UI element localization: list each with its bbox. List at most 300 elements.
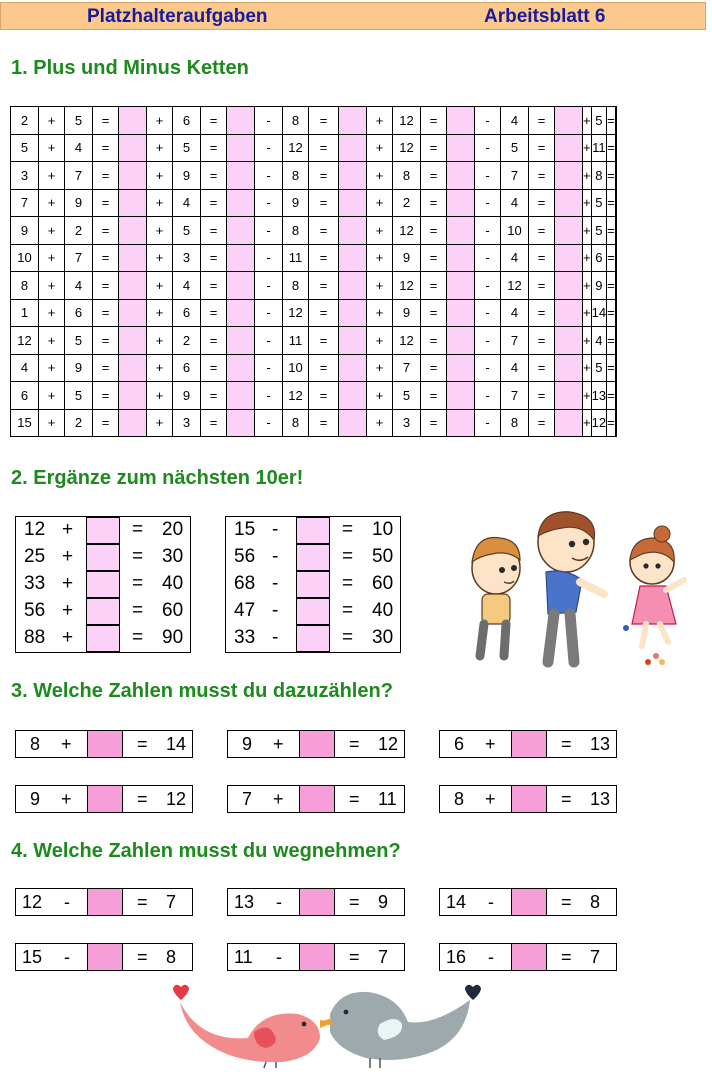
section-3-heading: 3. Welche Zahlen musst du dazuzählen? [11, 680, 393, 702]
addition-result: 12 [378, 734, 399, 754]
chain-answer-field[interactable] [227, 272, 255, 300]
chain-operand: 5 [173, 217, 201, 245]
chain-answer-field[interactable] [555, 162, 583, 190]
chain-start-number: 10 [11, 244, 39, 272]
chain-equals: = [201, 217, 227, 245]
chain-equals: = [421, 299, 447, 327]
tens-answer-field[interactable] [296, 544, 330, 571]
chain-answer-field[interactable] [227, 382, 255, 410]
chain-operator: - [255, 162, 283, 190]
chain-operator: + [583, 107, 592, 135]
addition-answer-field[interactable] [87, 785, 123, 813]
chain-answer-field[interactable] [119, 272, 147, 300]
chain-equals: = [93, 189, 119, 217]
chain-operand: 5 [591, 189, 606, 217]
addition-start-number: 8 [454, 789, 465, 809]
chain-equals: = [309, 354, 339, 382]
tens-result: 90 [162, 627, 184, 648]
chain-equals: = [421, 217, 447, 245]
chain-row [11, 299, 617, 327]
chain-answer-field[interactable] [447, 327, 475, 355]
addition-start-number: 6 [454, 734, 465, 754]
chain-operand: 9 [65, 189, 93, 217]
chain-answer-field[interactable] [555, 382, 583, 410]
chain-equals: = [309, 299, 339, 327]
chain-operator: - [255, 409, 283, 437]
chain-equals: = [421, 189, 447, 217]
chain-answer-field[interactable] [615, 217, 616, 245]
chain-operator: + [147, 327, 173, 355]
chain-equals: = [93, 299, 119, 327]
chain-equals: = [421, 107, 447, 135]
chain-operator: + [367, 409, 393, 437]
chain-answer-field[interactable] [227, 189, 255, 217]
chain-equals: = [421, 134, 447, 162]
chain-equals: = [607, 272, 616, 300]
chain-operator: - [475, 134, 501, 162]
chain-answer-field[interactable] [339, 382, 367, 410]
addition-equals: = [349, 789, 360, 809]
subtraction-equals: = [137, 892, 148, 912]
chain-answer-field[interactable] [555, 354, 583, 382]
chain-start-number: 7 [11, 189, 39, 217]
chain-answer-field[interactable] [119, 107, 147, 135]
addition-operator: + [273, 789, 284, 809]
chain-answer-field[interactable] [615, 299, 616, 327]
chain-operand: 5 [591, 354, 606, 382]
chain-answer-field[interactable] [119, 382, 147, 410]
chain-operand: 8 [283, 409, 309, 437]
tens-operator: + [62, 546, 74, 567]
chain-answer-field[interactable] [555, 107, 583, 135]
addition-answer-field[interactable] [511, 785, 547, 813]
chain-answer-field[interactable] [447, 217, 475, 245]
chain-equals: = [309, 162, 339, 190]
subtraction-result: 8 [166, 947, 177, 967]
chain-operand: 8 [283, 162, 309, 190]
chain-answer-field[interactable] [119, 354, 147, 382]
chain-row [11, 162, 617, 190]
chain-equals: = [529, 354, 555, 382]
tens-equals: = [132, 573, 144, 594]
chain-operator: + [367, 134, 393, 162]
subtraction-equation [439, 943, 617, 971]
chain-operand: 8 [283, 217, 309, 245]
chain-operator: + [583, 244, 592, 272]
subtraction-equals: = [349, 892, 360, 912]
chain-answer-field[interactable] [615, 107, 616, 135]
chain-operand: 8 [591, 162, 606, 190]
chain-equals: = [607, 382, 616, 410]
chain-equals: = [607, 244, 616, 272]
chain-answer-field[interactable] [119, 327, 147, 355]
chain-answer-field[interactable] [555, 217, 583, 245]
chain-operand: 2 [393, 189, 421, 217]
chain-answer-field[interactable] [339, 272, 367, 300]
subtraction-answer-field[interactable] [87, 888, 123, 916]
chain-operand: 4 [501, 299, 529, 327]
chain-answer-field[interactable] [555, 299, 583, 327]
tens-start-number: 47 [234, 600, 256, 621]
subtraction-answer-field[interactable] [511, 943, 547, 971]
chain-operator: + [39, 409, 65, 437]
chain-operand: 4 [501, 107, 529, 135]
chain-operand: 12 [283, 299, 309, 327]
chain-answer-field[interactable] [447, 244, 475, 272]
chain-operator: + [39, 327, 65, 355]
chain-answer-field[interactable] [555, 327, 583, 355]
chain-answer-field[interactable] [339, 409, 367, 437]
subtraction-start-number: 14 [446, 892, 467, 912]
chain-equals: = [309, 134, 339, 162]
chain-equals: = [201, 299, 227, 327]
chain-equals: = [309, 217, 339, 245]
tens-result: 40 [372, 600, 394, 621]
addition-answer-field[interactable] [511, 730, 547, 758]
tens-answer-field[interactable] [86, 598, 120, 625]
chain-equals: = [529, 409, 555, 437]
chain-answer-field[interactable] [615, 162, 616, 190]
tens-minus-box [225, 516, 401, 653]
chain-equals: = [93, 134, 119, 162]
addition-operator: + [61, 734, 72, 754]
chain-operand: 5 [393, 382, 421, 410]
tens-row [226, 544, 400, 571]
chain-operand: 9 [283, 189, 309, 217]
chain-equals: = [93, 327, 119, 355]
chain-row [11, 327, 617, 355]
chain-operator: + [147, 299, 173, 327]
chain-answer-field[interactable] [615, 327, 616, 355]
subtraction-result: 7 [378, 947, 389, 967]
chain-answer-field[interactable] [227, 244, 255, 272]
tens-equals: = [132, 600, 144, 621]
chain-operand: 7 [501, 162, 529, 190]
grey-bird-figure [320, 985, 481, 1068]
subtraction-start-number: 13 [234, 892, 255, 912]
chain-operator: + [367, 327, 393, 355]
subtraction-operator: - [488, 892, 494, 912]
chain-operator: - [475, 409, 501, 437]
subtraction-start-number: 16 [446, 947, 467, 967]
chain-equals: = [201, 189, 227, 217]
chain-answer-field[interactable] [339, 299, 367, 327]
tens-answer-field[interactable] [86, 625, 120, 652]
chain-operand: 14 [591, 299, 606, 327]
chain-equals: = [201, 107, 227, 135]
chain-answer-field[interactable] [447, 272, 475, 300]
chain-operator: + [147, 189, 173, 217]
subtraction-operator: - [276, 892, 282, 912]
chain-equals: = [93, 162, 119, 190]
section-1-heading: 1. Plus und Minus Ketten [11, 57, 249, 79]
chain-equals: = [529, 107, 555, 135]
chain-operand: 9 [591, 272, 606, 300]
chain-operator: + [583, 299, 592, 327]
chain-operator: - [475, 327, 501, 355]
chain-answer-field[interactable] [339, 217, 367, 245]
chain-equals: = [309, 107, 339, 135]
subtraction-equals: = [561, 892, 572, 912]
chain-answer-field[interactable] [339, 107, 367, 135]
chain-answer-field[interactable] [615, 354, 616, 382]
tens-answer-field[interactable] [86, 517, 120, 544]
chain-operator: - [255, 134, 283, 162]
chain-equals: = [607, 409, 616, 437]
subtraction-result: 8 [590, 892, 601, 912]
chain-answer-field[interactable] [447, 134, 475, 162]
tens-result: 10 [372, 519, 394, 540]
chain-operand: 4 [501, 354, 529, 382]
chain-operator: + [147, 217, 173, 245]
chain-operator: + [39, 299, 65, 327]
chain-answer-field[interactable] [447, 409, 475, 437]
section-4-heading: 4. Welche Zahlen musst du wegnehmen? [11, 840, 401, 862]
pink-bird-figure [173, 985, 334, 1068]
tens-answer-field[interactable] [86, 544, 120, 571]
tens-answer-field[interactable] [296, 571, 330, 598]
chain-operand: 11 [591, 134, 606, 162]
chain-answer-field[interactable] [227, 162, 255, 190]
chain-operand: 8 [283, 272, 309, 300]
worksheet-title: Platzhalteraufgaben [87, 6, 268, 27]
chain-answer-field[interactable] [447, 107, 475, 135]
chain-row [11, 107, 617, 135]
chain-operand: 2 [173, 327, 201, 355]
chain-start-number: 4 [11, 354, 39, 382]
chain-answer-field[interactable] [227, 107, 255, 135]
chain-equals: = [201, 134, 227, 162]
chain-equals: = [93, 272, 119, 300]
chain-answer-field[interactable] [119, 244, 147, 272]
chain-operand: 3 [173, 409, 201, 437]
tens-start-number: 56 [234, 546, 256, 567]
tens-result: 20 [162, 519, 184, 540]
chain-answer-field[interactable] [447, 189, 475, 217]
chain-answer-field[interactable] [615, 382, 616, 410]
chain-operand: 5 [65, 327, 93, 355]
chain-equals: = [607, 162, 616, 190]
chain-answer-field[interactable] [555, 134, 583, 162]
chain-operand: 11 [283, 244, 309, 272]
chain-equals: = [309, 272, 339, 300]
addition-start-number: 9 [30, 789, 41, 809]
addition-equals: = [561, 789, 572, 809]
chain-operator: - [255, 327, 283, 355]
tens-start-number: 33 [234, 627, 256, 648]
chain-operator: - [255, 272, 283, 300]
addition-answer-field[interactable] [299, 785, 335, 813]
tens-result: 30 [162, 546, 184, 567]
chain-operand: 4 [501, 189, 529, 217]
chain-answer-field[interactable] [227, 299, 255, 327]
chain-answer-field[interactable] [119, 217, 147, 245]
addition-answer-field[interactable] [299, 730, 335, 758]
chain-equals: = [309, 244, 339, 272]
chain-answer-field[interactable] [615, 272, 616, 300]
chain-answer-field[interactable] [119, 409, 147, 437]
chain-operator: + [147, 134, 173, 162]
tens-answer-field[interactable] [296, 598, 330, 625]
worksheet-number: Arbeitsblatt 6 [484, 6, 606, 27]
addition-equation [15, 730, 193, 758]
chain-operand: 12 [283, 134, 309, 162]
chain-equals: = [529, 272, 555, 300]
tens-answer-field[interactable] [86, 571, 120, 598]
chain-start-number: 6 [11, 382, 39, 410]
tens-equals: = [342, 627, 354, 648]
chain-operator: + [367, 107, 393, 135]
chain-equals: = [93, 382, 119, 410]
tens-equals: = [342, 519, 354, 540]
subtraction-equals: = [137, 947, 148, 967]
tens-equals: = [132, 627, 144, 648]
chain-operand: 10 [283, 354, 309, 382]
chain-equals: = [93, 217, 119, 245]
chain-answer-field[interactable] [447, 162, 475, 190]
subtraction-result: 9 [378, 892, 389, 912]
chain-answer-field[interactable] [119, 189, 147, 217]
chain-answer-field[interactable] [555, 244, 583, 272]
chain-answer-field[interactable] [555, 409, 583, 437]
chain-operand: 7 [393, 354, 421, 382]
chain-operator: + [583, 272, 592, 300]
chain-equals: = [201, 382, 227, 410]
addition-equation [15, 785, 193, 813]
chain-answer-field[interactable] [119, 134, 147, 162]
addition-equation [439, 730, 617, 758]
addition-equals: = [349, 734, 360, 754]
addition-answer-field[interactable] [87, 730, 123, 758]
chain-answer-field[interactable] [447, 382, 475, 410]
chain-answer-field[interactable] [615, 134, 616, 162]
chain-answer-field[interactable] [615, 189, 616, 217]
chain-operator: - [475, 244, 501, 272]
chain-answer-field[interactable] [339, 134, 367, 162]
chain-operator: + [39, 134, 65, 162]
addition-equals: = [137, 734, 148, 754]
tens-answer-field[interactable] [296, 625, 330, 652]
chain-operator: + [147, 382, 173, 410]
chain-equals: = [421, 354, 447, 382]
chain-row [11, 382, 617, 410]
chain-answer-field[interactable] [447, 354, 475, 382]
tens-answer-field[interactable] [296, 517, 330, 544]
chain-operator: + [367, 272, 393, 300]
chain-answer-field[interactable] [339, 354, 367, 382]
chain-equals: = [607, 217, 616, 245]
chain-equals: = [529, 134, 555, 162]
chain-answer-field[interactable] [447, 299, 475, 327]
subtraction-start-number: 11 [234, 947, 253, 967]
chain-answer-field[interactable] [555, 189, 583, 217]
chain-operand: 5 [65, 107, 93, 135]
chain-answer-field[interactable] [119, 299, 147, 327]
tens-equals: = [132, 546, 144, 567]
addition-result: 13 [590, 734, 611, 754]
chain-answer-field[interactable] [227, 409, 255, 437]
tens-operator: - [272, 600, 279, 621]
chain-answer-field[interactable] [339, 189, 367, 217]
chain-operand: 5 [173, 134, 201, 162]
chain-operand: 4 [501, 244, 529, 272]
tens-row [226, 598, 400, 625]
chain-answer-field[interactable] [227, 327, 255, 355]
subtraction-operator: - [488, 947, 494, 967]
tens-start-number: 25 [24, 546, 46, 567]
addition-equation [227, 730, 405, 758]
chain-equals: = [201, 272, 227, 300]
chain-answer-field[interactable] [615, 409, 616, 437]
girl-figure [630, 526, 684, 646]
subtraction-equation [227, 888, 405, 916]
chain-operand: 12 [501, 272, 529, 300]
chain-operator: - [475, 299, 501, 327]
chain-equals: = [607, 107, 616, 135]
subtraction-answer-field[interactable] [299, 943, 335, 971]
tens-equals: = [132, 519, 144, 540]
chain-start-number: 8 [11, 272, 39, 300]
chain-answer-field[interactable] [227, 217, 255, 245]
chain-row [11, 244, 617, 272]
chain-operator: + [39, 272, 65, 300]
chain-equals: = [529, 382, 555, 410]
chain-operator: + [583, 217, 592, 245]
addition-equals: = [561, 734, 572, 754]
chain-row [11, 189, 617, 217]
tens-result: 40 [162, 573, 184, 594]
chain-answer-field[interactable] [555, 272, 583, 300]
chain-operator: - [255, 107, 283, 135]
chain-answer-field[interactable] [119, 162, 147, 190]
chain-operator: + [147, 354, 173, 382]
chain-operand: 5 [65, 382, 93, 410]
chain-equals: = [201, 409, 227, 437]
subtraction-answer-field[interactable] [87, 943, 123, 971]
chain-operand: 12 [393, 134, 421, 162]
addition-operator: + [485, 734, 496, 754]
chain-operand: 12 [591, 409, 606, 437]
addition-operator: + [273, 734, 284, 754]
chain-equals: = [607, 327, 616, 355]
chain-operand: 5 [591, 107, 606, 135]
chain-answer-field[interactable] [339, 162, 367, 190]
boy-middle-figure [538, 512, 604, 662]
chain-answer-field[interactable] [615, 244, 616, 272]
subtraction-answer-field[interactable] [511, 888, 547, 916]
chain-equals: = [93, 244, 119, 272]
chain-operator: - [475, 272, 501, 300]
chain-answer-field[interactable] [339, 244, 367, 272]
chain-operand: 6 [173, 354, 201, 382]
chain-equals: = [201, 327, 227, 355]
chain-answer-field[interactable] [227, 134, 255, 162]
subtraction-answer-field[interactable] [299, 888, 335, 916]
chain-operand: 12 [393, 217, 421, 245]
children-playing-illustration [462, 510, 692, 670]
chain-answer-field[interactable] [227, 354, 255, 382]
chain-operator: - [475, 107, 501, 135]
tens-equals: = [342, 600, 354, 621]
chain-operator: - [475, 354, 501, 382]
tens-start-number: 33 [24, 573, 46, 594]
chain-operand: 9 [393, 244, 421, 272]
tens-result: 50 [372, 546, 394, 567]
chain-operand: 6 [173, 299, 201, 327]
chain-answer-field[interactable] [339, 327, 367, 355]
chain-operator: + [39, 354, 65, 382]
tens-start-number: 56 [24, 600, 46, 621]
